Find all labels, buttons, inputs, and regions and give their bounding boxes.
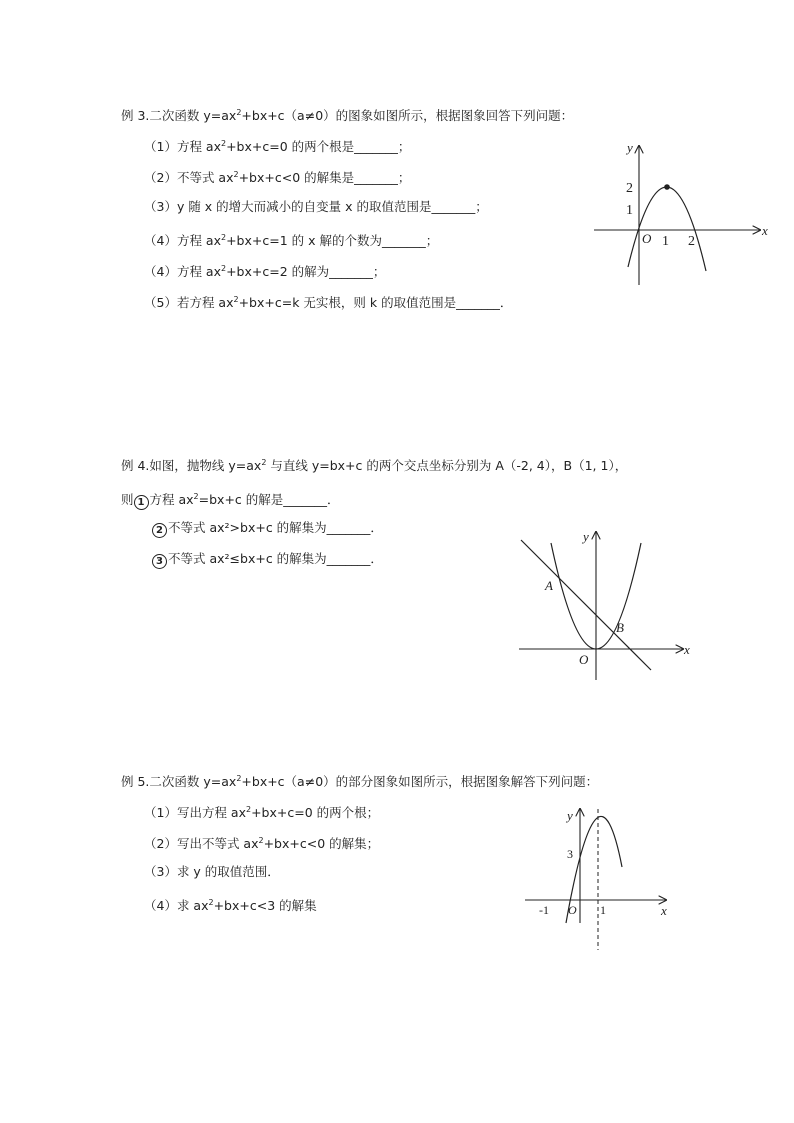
line-bx-c	[521, 540, 651, 670]
ex4-q2: 不等式 ax²>bx+c 的解集为_______．	[168, 520, 383, 535]
ex4-q2-line	[152, 520, 383, 538]
ex3-graph	[590, 140, 770, 295]
origin-label: O	[642, 231, 652, 246]
ex3-q4b: （4）方程 $ax^2+bx+c=2$ 的解为_______；	[144, 264, 386, 279]
ex4-q1-number: 1	[134, 495, 149, 510]
axis-label-x: x	[684, 642, 690, 657]
ex5-graph	[520, 805, 680, 955]
axis-label-x: x	[762, 223, 768, 238]
origin-label: O	[568, 903, 577, 917]
ex3-q2: （2）不等式 $ax^2+bx+c<0$ 的解集是_______；	[144, 170, 411, 185]
parabola	[628, 187, 706, 271]
ex4-q3: 不等式 ax²≤bx+c 的解集为_______．	[168, 551, 383, 566]
point-a-label: A	[545, 578, 553, 593]
tick-x-2: 2	[688, 234, 695, 249]
axis-label-y: y	[583, 529, 589, 544]
ex5-q1: （1）写出方程 $ax^2+bx+c=0$ 的两个根；	[144, 805, 380, 820]
ex4-q1-line	[121, 489, 340, 510]
ex5-q3: （3）求 y 的取值范围．	[144, 864, 280, 879]
point-b-label: B	[616, 620, 624, 635]
ex4-q3-number: 3	[152, 554, 167, 569]
axis-label-y: y	[567, 808, 573, 823]
ex3-q3: （3）y 随 x 的增大而减小的自变量 x 的取值范围是_______；	[144, 199, 488, 214]
tick-y-1: 1	[626, 203, 633, 218]
ex4-graph	[515, 528, 695, 683]
ex3-q4a: （4）方程 $ax^2+bx+c=1$ 的 x 解的个数为_______；	[144, 233, 439, 248]
axis-label-x: x	[661, 903, 667, 918]
ex3-q1: （1）方程 $ax^2+bx+c=0$ 的两个根是_______；	[144, 139, 411, 154]
ex4-stem: 例 4.如图，抛物线 $y=ax^2$ 与直线 y=bx+c 的两个交点坐标分别为 A（-2, 4），B（1, 1），	[121, 458, 628, 473]
ex4-q2-number: 2	[152, 523, 167, 538]
ex4-q3-line	[152, 551, 383, 569]
tick-x-1: 1	[600, 903, 606, 917]
ex5-stem: 例 5.二次函数 $y=ax^2+bx+c(a\ne 0)$的部分图象如图所示，根据图象解答下列问题：	[121, 774, 599, 789]
axis-label-y: y	[627, 140, 633, 155]
origin-label: O	[579, 652, 589, 667]
ex3-q5: （5）若方程 $ax^2+bx+c=k$ 无实根，则 k 的取值范围是_______．	[144, 295, 513, 310]
ex4-q1: 方程 $ax^2=bx+c$ 的解是_______．	[149, 492, 340, 507]
tick-x-1: 1	[662, 234, 669, 249]
tick-y-3: 3	[567, 847, 573, 861]
ex5-q2: （2）写出不等式 $ax^2+bx+c<0$ 的解集；	[144, 836, 380, 851]
vertex-point	[664, 184, 670, 190]
ex4-q1-prefix: 则	[121, 492, 134, 507]
ex5-q4: （4）求 $ax^2+bx+c<3$ 的解集	[144, 898, 317, 913]
ex3-stem: 例 3.二次函数 $y=ax^2+bx+c(a\ne 0)$的图象如图所示，根据图象回答下列问题：	[121, 108, 574, 123]
tick-y-2: 2	[626, 181, 633, 196]
tick-x-neg1: -1	[539, 903, 549, 917]
